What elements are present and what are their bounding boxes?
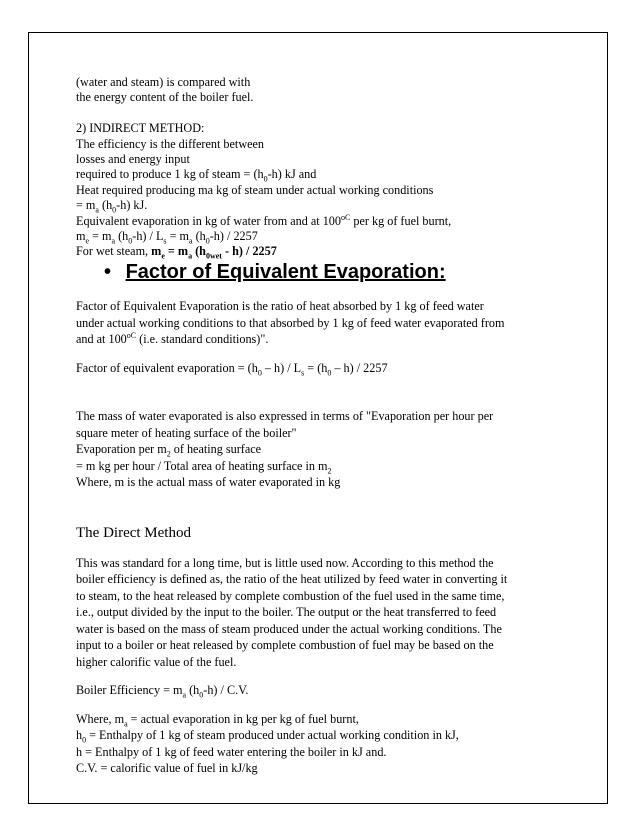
text-line: The efficiency is the different between bbox=[76, 136, 265, 151]
text-line: losses and energy input bbox=[76, 152, 190, 167]
direct-method-title: The Direct Method bbox=[76, 524, 191, 541]
formula-line: Factor of equivalent evaporation = $(h_0 - h) / L_s = (h_0 - h) / 2257$ bbox=[76, 360, 388, 377]
text-line: C.V. = calorific value of fuel in kJ/kg bbox=[76, 761, 258, 775]
text-line: Where, $m_a$ = actual evaporation in kg per kg of fuel burnt, bbox=[76, 711, 359, 728]
text-line: Heat required producing ma kg of steam under actual working conditions bbox=[76, 182, 434, 197]
text-line: input to a boiler or heat released by complete combustion of fuel may be based on the bbox=[76, 638, 494, 652]
heading-text: Factor of Equivalent Evaporation: bbox=[125, 261, 446, 283]
text-line: under actual working conditions to that absorbed by 1 kg of feed water evaporated from bbox=[76, 315, 505, 330]
text-line: Equivalent evaporation in kg of water from and at $100^{oC}$ per kg of fuel burnt, bbox=[76, 212, 452, 228]
formula-line: Boiler Efficiency = $m_a$ $(h_0-h) / C.V$. bbox=[76, 683, 249, 700]
formula-line: $m_e = m_a$ $(h_0-h) / L_s = m_a$ $(h_0-h) / 2257$ bbox=[76, 229, 258, 246]
text-line: This was standard for a long time, but is little used now. According to this method the bbox=[76, 555, 494, 570]
text-line: square meter of heating surface of the boiler" bbox=[76, 425, 297, 440]
intro-line: (water and steam) is compared with bbox=[76, 75, 251, 89]
text-line: i.e., output divided by the input to the boiler. The output or the heat transferred to feed bbox=[76, 605, 497, 619]
formula-line: For wet steam, $m_e = m_a$ $(h_{0wet} - h) / 2257$ bbox=[76, 244, 277, 261]
section-heading bbox=[104, 260, 564, 284]
text-line: = $m_a$ $(h_0-h)$ kJ. bbox=[76, 198, 148, 215]
factor-section bbox=[76, 298, 546, 777]
text-line: higher calorific value of the fuel. bbox=[76, 654, 237, 669]
text-line: required to produce 1 kg of steam = $(h_0-h)$ kJ and bbox=[76, 167, 317, 184]
text-line: Evaporation per $m_2$ of heating surface bbox=[76, 442, 262, 459]
intro-line: the energy content of the boiler fuel. bbox=[76, 90, 254, 105]
text-line: Where, m is the actual mass of water evaporated in kg bbox=[76, 475, 341, 489]
text-line: boiler efficiency is defined as, the ratio of the heat utilized by feed water in converting it bbox=[76, 572, 508, 586]
bullet-icon: • bbox=[104, 261, 112, 283]
text-line: = m kg per hour / Total area of heating surface in $m_2$ bbox=[76, 458, 332, 475]
text-line: to steam, to the heat released by complete combustion of the fuel used in the same time, bbox=[76, 588, 505, 603]
text-line: Factor of Equivalent Evaporation is the ratio of heat absorbed by 1 kg of feed water bbox=[76, 299, 484, 313]
text-line: h = Enthalpy of 1 kg of feed water entering the boiler in kJ and. bbox=[76, 744, 387, 759]
indirect-method-title: 2) INDIRECT METHOD: bbox=[76, 121, 205, 136]
top-text-block bbox=[76, 75, 546, 260]
text-line: water is based on the mass of steam produced under the actual working conditions. The bbox=[76, 621, 502, 636]
text-line: The mass of water evaporated is also expressed in terms of "Evaporation per hour per bbox=[76, 409, 494, 423]
text-line: $h_0$ = Enthalpy of 1 kg of steam produced under actual working condition in kJ, bbox=[76, 728, 459, 745]
text-line: and at $100^{oC}$ (i.e. standard conditions)". bbox=[76, 330, 269, 346]
